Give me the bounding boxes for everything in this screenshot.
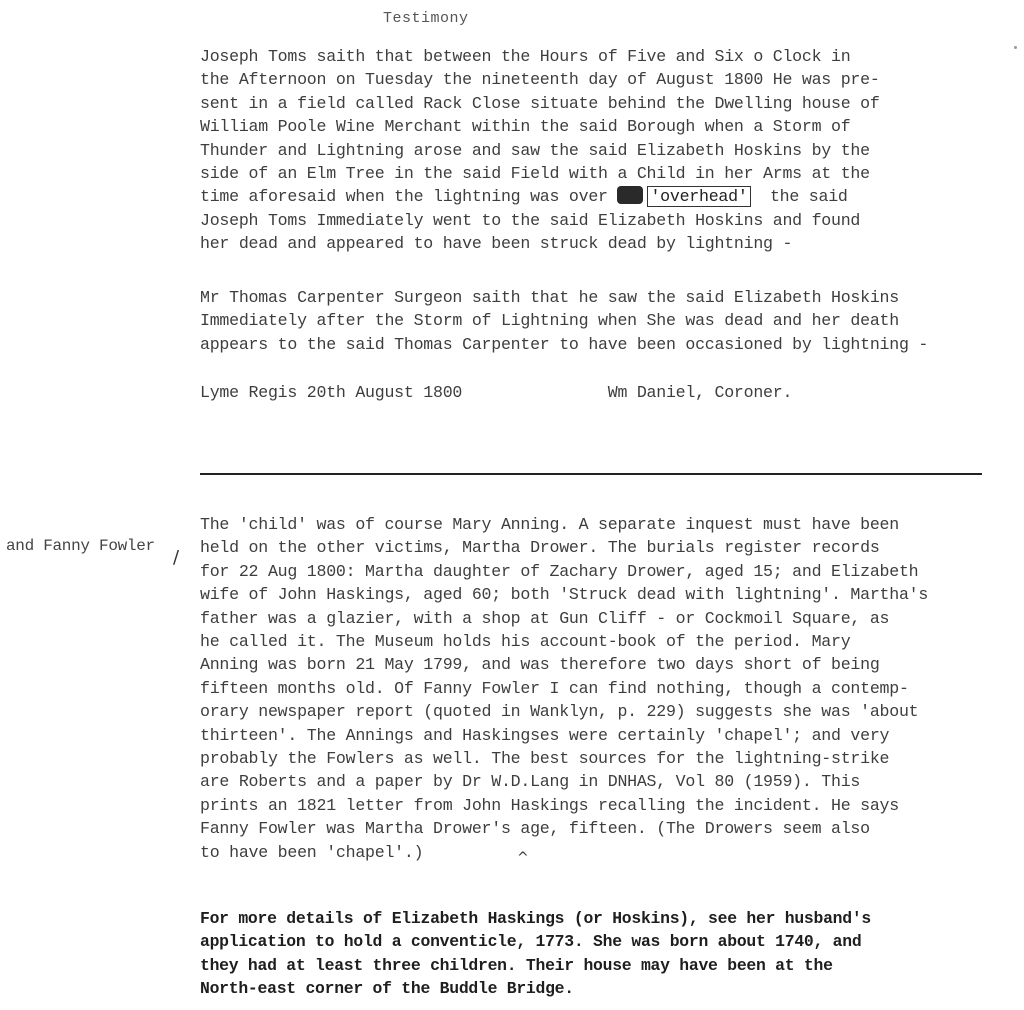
insertion-mark-icon: / xyxy=(173,547,180,568)
text-fragment: the said xyxy=(750,187,848,207)
carpenter-testimony xyxy=(200,286,1010,356)
signature-line: Lyme Regis 20th August 1800 Wm Daniel, Coroner. xyxy=(200,383,793,402)
text-line: are Roberts and a paper by Dr W.D.Lang in DNHAS, Vol 80 (1959). This xyxy=(200,772,861,792)
text-line: Joseph Toms saith that between the Hours of Five and Six o Clock in xyxy=(200,47,851,66)
text-line: Immediately after the Storm of Lightning when She was dead and her death xyxy=(200,311,899,331)
text-line: side of an Elm Tree in the said Field with a Child in her Arms at the xyxy=(200,164,870,184)
text-line: her dead and appeared to have been struck dead by lightning - xyxy=(200,234,793,254)
text-line: Anning was born 21 May 1799, and was therefore two days short of being xyxy=(200,655,880,675)
text-line: they had at least three children. Their house may have been at the xyxy=(200,955,833,975)
text-line: Mr Thomas Carpenter Surgeon saith that he saw the said Elizabeth Hoskins xyxy=(200,288,899,307)
text-line: father was a glazier, with a shop at Gun Cliff - or Cockmoil Square, as xyxy=(200,608,890,628)
text-line: application to hold a conventicle, 1773. She was born about 1740, and xyxy=(200,932,862,952)
text-line xyxy=(200,185,1010,208)
margin-annotation: and Fanny Fowler xyxy=(6,537,155,555)
text-line: the Afternoon on Tuesday the nineteenth day of August 1800 He was pre- xyxy=(200,70,880,90)
handwritten-correction-box: 'overhead' xyxy=(647,186,750,207)
text-line: William Poole Wine Merchant within the said Borough when a Storm of xyxy=(200,117,851,137)
text-line: orary newspaper report (quoted in Wanklyn, p. 229) suggests she was 'about xyxy=(200,702,919,722)
footnote-paragraph xyxy=(200,907,1010,1000)
text-line: sent in a field called Rack Close situate behind the Dwelling house of xyxy=(200,93,880,113)
text-line: Thunder and Lightning arose and saw the said Elizabeth Hoskins by the xyxy=(200,140,870,160)
text-line: prints an 1821 letter from John Haskings recalling the incident. He says xyxy=(200,795,899,815)
ink-blot-icon xyxy=(617,186,643,204)
caret-mark-icon: ^ xyxy=(517,850,529,866)
text-line: For more details of Elizabeth Haskings (or Hoskins), see her husband's xyxy=(200,909,872,928)
text-line: probably the Fowlers as well. The best sources for the lightning-strike xyxy=(200,749,890,769)
text-line: Joseph Toms Immediately went to the said Elizabeth Hoskins and found xyxy=(200,210,861,230)
joseph-toms-testimony xyxy=(200,45,1010,256)
text-line: he called it. The Museum holds his account-book of the period. Mary xyxy=(200,632,851,652)
text-line: to have been 'chapel'.) xyxy=(200,842,424,862)
signature-block xyxy=(200,381,1010,404)
text-line: held on the other victims, Martha Drower. The burials register records xyxy=(200,538,880,558)
section-divider xyxy=(200,473,982,475)
text-line: fifteen months old. Of Fanny Fowler I can find nothing, though a contemp- xyxy=(200,678,909,698)
document-heading: Testimony xyxy=(383,10,469,27)
commentary-paragraph xyxy=(200,513,1010,864)
text-line: for 22 Aug 1800: Martha daughter of Zachary Drower, aged 15; and Elizabeth xyxy=(200,561,919,581)
text-fragment: time aforesaid when the lightning was over xyxy=(200,187,618,207)
text-line: appears to the said Thomas Carpenter to have been occasioned by lightning - xyxy=(200,334,929,354)
scan-speck xyxy=(1014,46,1017,49)
text-line: North-east corner of the Buddle Bridge. xyxy=(200,978,574,998)
text-line: Fanny Fowler was Martha Drower's age, fifteen. (The Drowers seem also xyxy=(200,819,870,839)
text-line: The 'child' was of course Mary Anning. A separate inquest must have been xyxy=(200,515,899,534)
text-line: wife of John Haskings, aged 60; both 'Struck dead with lightning'. Martha's xyxy=(200,585,929,605)
text-line: thirteen'. The Annings and Haskingses were certainly 'chapel'; and very xyxy=(200,725,890,745)
